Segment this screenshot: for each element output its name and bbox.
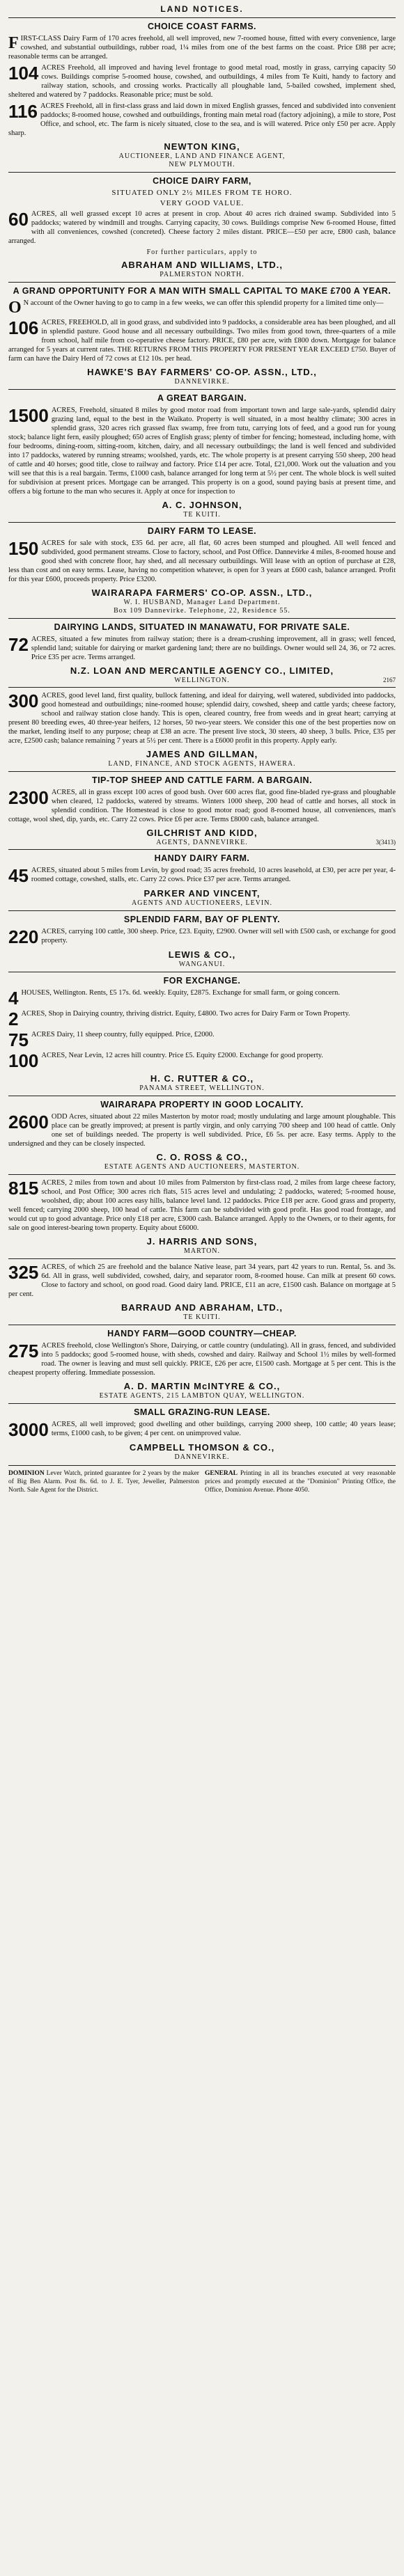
ad-block xyxy=(8,691,396,768)
ad-text: ACRES, Shop in Dairying country, thriving district. Equity, £4800. Two acres for Dairy Farm or Town Property. xyxy=(21,1010,350,1018)
agent-address: NEW PLYMOUTH. xyxy=(169,161,235,168)
ad-text: ACRES, situated a few minutes from railway station; there is a dream-crushing improvement, all in grass; well fenced, splendid land; suitable for dairying or market gardening land; there are no buildings. Owner would sell 24, 36, or 72 acres. Price £35 per acre. Terms arranged. xyxy=(31,635,396,661)
ad-divider xyxy=(8,687,396,688)
notice-lead: DOMINION xyxy=(8,1470,47,1477)
agent-name: NEWTON KING, xyxy=(164,141,240,152)
agent-address: WANGANUI. xyxy=(178,961,226,968)
ad-divider xyxy=(8,910,396,911)
ad-block xyxy=(8,622,396,683)
ad-text: ACRES Freehold, all improved and having level frontage to good metal road, mostly in grass, carrying capacity 50 cows. Buildings comprise 5-roomed house, cowshed, and outbuildings, 4 miles from Te Kuiti, handy to factory and railway station, schools, and crossing works. Practically all ploughable land, 5-bailed cowshed, implement shed, sheltered and watered by 7 paddocks. Reasonable price; must be sold. xyxy=(8,64,396,99)
ad-block xyxy=(8,775,396,846)
ad-block xyxy=(8,1329,396,1400)
ad-paragraph xyxy=(8,318,396,363)
ad-divider xyxy=(8,1403,396,1404)
agent-address: WELLINGTON. xyxy=(174,677,230,684)
agent-address: LAND, FINANCE, AND STOCK AGENTS, HAWERA. xyxy=(108,760,296,768)
ad-body xyxy=(8,788,396,824)
ad-body xyxy=(8,1112,396,1148)
ad-paragraph xyxy=(8,866,396,885)
ad-block xyxy=(8,286,396,386)
acreage-figure: 4 xyxy=(8,988,19,1009)
ad-text: ACRES, of which 25 are freehold and the balance Native lease, part 34 years, part 42 years to run. Rental, 5s. and 3s. 6d. All in grass, well subdivided, cowshed, dairy, and separator room, 8-roomed house. Can milk at present 60 cows. Close to factory and school, on good road. Good dairy land. PRICE, £11 an acre, £1500 cash. Balance on mortgage at 5 per cent. xyxy=(8,1263,396,1298)
agent-address: AGENTS, DANNEVIRKE. xyxy=(156,839,248,846)
ad-text: ACRES, all well improved; good dwelling and other buildings, carrying 2000 sheep, 100 cattle; 40 years lease; terms, £1000 cash, to be given; 4 per cent. on unimproved value. xyxy=(51,1421,396,1437)
agent-address: TE KUITI. xyxy=(183,1313,221,1321)
ad-paragraph xyxy=(8,1030,396,1049)
section-rule xyxy=(8,17,396,18)
ad-body xyxy=(8,866,396,885)
ad-text: ACRES for sale with stock, £35 6d. per acre, all flat, 60 acres been stumped and ploughed. All well fenced and subdivided, good permanent streams. Close to factory, school, and Post Office. Dannevirke 4 miles, 8-roomed house and good shed with concrete floor, hay shed, and all necessary outbuildings. Will lease with an option of purchase at £28, less than cost and on easy terms. Lease, having no competition whatever, is open for 3 years at £600 cash, balance arranged. Profit for this year £600, proceeds property. Price £3200. xyxy=(8,539,396,583)
acreage-figure: 1500 xyxy=(8,405,49,426)
ad-paragraph xyxy=(8,34,396,61)
ad-paragraph xyxy=(8,210,396,246)
drop-cap: O xyxy=(8,299,22,317)
ad-paragraph xyxy=(8,1263,396,1299)
notice-text: Lever Watch, printed guarantee for 2 years by the maker of Big Ben Alarm. Post 8s. 6d. to J. E. Tyer, Jeweller, Palmerston North. Sale Agent for the District. xyxy=(8,1470,199,1494)
agent-address: AUCTIONEER, LAND AND FINANCE AGENT, xyxy=(118,152,286,160)
ad-text: ACRES freehold, close Wellington's Shore, Dairying, or cattle country (undulating). All in grass, fenced, and subdivided into 5 paddocks; good 5-roomed house, with sheds, cowshed and dairy. Railway and School 1½ miles by well-formed road. The owner is leaving and must sell quickly. PRICE, £26 per acre, £1500 cash. Mortgage at 5 per cent. This is the cheapest property offering. Immediate possession. xyxy=(8,1342,396,1377)
ad-block xyxy=(8,1263,396,1321)
ad-text: N account of the Owner having to go to camp in a few weeks, we can offer this splendid property for a limited time only— xyxy=(23,299,384,307)
acreage-figure: 106 xyxy=(8,317,39,338)
agent-name: WAIRARAPA FARMERS' CO-OP. ASSN., LTD., xyxy=(91,587,313,598)
ad-divider xyxy=(8,172,396,173)
ad-paragraph xyxy=(8,691,396,745)
agent-name: BARRAUD AND ABRAHAM, LTD., xyxy=(121,1302,283,1313)
ad-text: ACRES, 2 miles from town and about 10 miles from Palmerston by first-class road, 2 miles from large cheese factory, school, and Post Office; 300 acres rich flats, 515 acres level and undulating; 2 paddocks, watered; 5-roomed house, woolshed, dip; about 100 acres easy hills, balance level land. 12 paddocks. Price £18 per acre. Good grass and property, well fenced; carrying 2000 sheep, 100 head of cattle. This farm can be subdivided with good profit. Has good road frontage, and would cut up to good advantage. Price only £18 per acre, £3000 cash. Balance arranged. Apply to the Owners, or to their agents, for sale on good interest-bearing town property. Equity about £6000. xyxy=(8,1179,396,1232)
ad-block xyxy=(8,1100,396,1171)
ad-heading: DAIRYING LANDS, SITUATED IN MANAWATU, FOR PRIVATE SALE. xyxy=(54,622,350,632)
ad-paragraph xyxy=(8,927,396,946)
ad-text: IRST-CLASS Dairy Farm of 170 acres freehold, all well improved, new 7-roomed house, fitted with every convenience, large cowshed, and substantial outbuildings, rubber road, 1¼ miles from one of the best farms on the coast. Price £88 per acre; reasonable terms can be arranged. xyxy=(8,35,396,61)
ad-heading: A GRAND OPPORTUNITY FOR A MAN WITH SMALL CAPITAL TO MAKE £700 A YEAR. xyxy=(13,286,391,296)
agent-name: H. C. RUTTER & CO., xyxy=(150,1073,254,1084)
agent-address: ESTATE AGENTS AND AUCTIONEERS, MASTERTON. xyxy=(104,1163,300,1171)
ad-body xyxy=(8,406,396,496)
ad-block xyxy=(8,176,396,278)
ad-heading: HANDY DAIRY FARM. xyxy=(154,853,250,863)
acreage-figure: 2300 xyxy=(8,787,49,808)
agent-name: J. HARRIS AND SONS, xyxy=(146,1236,258,1247)
ad-body xyxy=(8,1178,396,1233)
acreage-figure: 104 xyxy=(8,63,39,84)
ad-heading: FOR EXCHANGE. xyxy=(163,976,241,986)
ad-body xyxy=(8,691,396,745)
ad-subheading: SITUATED ONLY 2½ MILES FROM TE HORO. xyxy=(111,189,293,197)
agent-address: DANNEVIRKE. xyxy=(174,378,230,386)
drop-cap: F xyxy=(8,34,19,52)
ad-block xyxy=(8,976,396,1092)
ad-body xyxy=(8,34,396,138)
bottom-notice xyxy=(8,1469,199,1494)
ad-block xyxy=(8,1178,396,1255)
ad-paragraph xyxy=(8,1009,396,1028)
agent-address: PALMERSTON NORTH. xyxy=(160,271,244,278)
acreage-figure: 275 xyxy=(8,1341,39,1361)
acreage-figure: 2 xyxy=(8,1009,19,1029)
ad-heading: SMALL GRAZING-RUN LEASE. xyxy=(134,1407,270,1417)
agent-name: CAMPBELL THOMSON & CO., xyxy=(129,1442,275,1453)
ad-heading: CHOICE COAST FARMS. xyxy=(147,22,257,31)
ad-body xyxy=(8,1420,396,1439)
ad-body xyxy=(8,927,396,946)
ad-divider xyxy=(8,282,396,283)
ad-heading: DAIRY FARM TO LEASE. xyxy=(147,526,257,536)
ad-heading: WAIRARAPA PROPERTY IN GOOD LOCALITY. xyxy=(100,1100,304,1109)
acreage-figure: 3000 xyxy=(8,1419,49,1440)
ad-body xyxy=(8,299,396,363)
ad-text: ACRES Freehold, all in first-class grass and laid down in mixed English grasses, fenced and subdivided into convenient paddocks; 8-roomed house, cowshed and outbuildings, fronting main metal road (factory adjoining), a mile to store, Post Office, and school, etc. The farm is nicely situated, close to the sea, and is will watered. Price only £50 per acre. Apply sharp. xyxy=(8,102,396,137)
ad-block xyxy=(8,915,396,968)
ad-body xyxy=(8,539,396,584)
ad-text: ACRES, FREEHOLD, all in good grass, and subdivided into 9 paddocks, a considerable area has been ploughed, and all in splendid pasture. Good house and all necessary outbuildings. Two miles from good town, three-quarters of a mile from school, half mile from co-operative cheese factory. PRICE, £80 per acre, with £800 down. Mortgage for balance arranged for 5 years at current rates. THE RETURNS FROM THIS PROPERTY FOR PRESENT YEAR EXCEED £750. Buyer of farm can have the Dairy Herd of 72 cows at £12 10s. per head. xyxy=(8,319,396,363)
ad-divider xyxy=(8,849,396,850)
ad-heading: A GREAT BARGAIN. xyxy=(157,393,247,403)
agent-name: GILCHRIST AND KIDD, xyxy=(146,828,258,838)
agent-address: W. I. HUSBAND, Manager Land Department. xyxy=(123,599,281,606)
ad-block xyxy=(8,853,396,907)
agent-address: DANNEVIRKE. xyxy=(174,1453,230,1461)
ad-paragraph xyxy=(8,788,396,824)
ad-divider xyxy=(8,1174,396,1175)
agent-address: PANAMA STREET, WELLINGTON. xyxy=(139,1084,265,1092)
agent-name: A. C. JOHNSON, xyxy=(162,500,242,510)
ad-text: ACRES, situated about 5 miles from Levin, by good road; 35 acres freehold, 10 acres leasehold, at £30, per acre per year, 4-roomed cottage, cowshed, stalls, etc. Carry 22 cows. Price £37 per acre. Terms arranged. xyxy=(31,867,396,883)
agent-address: AGENTS AND AUCTIONEERS, LEVIN. xyxy=(132,899,272,907)
ad-heading: TIP-TOP SHEEP AND CATTLE FARM. A BARGAIN. xyxy=(91,775,313,785)
acreage-figure: 45 xyxy=(8,865,29,886)
ad-reference: 3(3413) xyxy=(375,839,396,846)
agent-name: C. O. ROSS & CO., xyxy=(156,1152,248,1162)
acreage-figure: 2600 xyxy=(8,1112,49,1132)
ad-subheading: VERY GOOD VALUE. xyxy=(160,199,244,207)
ad-text: ACRES, good level land, first quality, bullock fattening, and ideal for dairying, well watered, subdivided into paddocks, good homestead and outbuildings; nine-roomed house; splendid dairy, cowshed, sheep and cattle yards; cheese factory, school and railway station close handy. This is open, cleared country, free from weeds and in great heart; carrying at present 80 breeding ewes, 40 three-year heifers, 12 horses, 50 two-year steers. We consider this one of the best properties now on the market, lending itself to any purpose; cheap at £38 an acre. The present live stock, 30 steers, 40 sheep, 3 bulls. Price, £35 per acre, £2500 cash; balance remaining 7 years at 5½ per cent. There is a £6000 profit in this property. Apply early. xyxy=(8,692,396,745)
agent-name: A. D. MARTIN McINTYRE & CO., xyxy=(123,1381,281,1391)
ad-note: For further particulars, apply to xyxy=(146,248,258,256)
ad-body xyxy=(8,1263,396,1299)
agent-name: HAWKE'S BAY FARMERS' CO-OP. ASSN., LTD., xyxy=(87,367,317,377)
acreage-figure: 325 xyxy=(8,1262,39,1283)
ad-paragraph xyxy=(8,1112,396,1148)
notice-text: Printing in all its branches executed at very reasonable prices and promptly executed at the "Dominion" Printing Office, the Office, Dominion Avenue. Phone 4050. xyxy=(205,1470,396,1494)
ad-reference: 2167 xyxy=(383,677,396,683)
ad-heading: SPLENDID FARM, BAY OF PLENTY. xyxy=(123,915,281,924)
ad-text: ODD Acres, situated about 22 miles Masterton by motor road; mostly undulating and large amount ploughable. This place can be greatly improved; at present is partly virgin, and only carrying 700 sheep and 100 head of cattle. Only one set of buildings needed. The property is well subdivided. Price, £6 5s. per acre. Easy terms. Apply to the undersigned and they can be closely inspected. xyxy=(8,1113,396,1148)
agent-name: ABRAHAM AND WILLIAMS, LTD., xyxy=(121,260,283,270)
ad-divider xyxy=(8,1258,396,1259)
ad-paragraph xyxy=(8,63,396,100)
bottom-notices xyxy=(8,1465,396,1494)
ad-block xyxy=(8,22,396,168)
acreage-figure: 100 xyxy=(8,1050,39,1071)
bottom-notice xyxy=(205,1469,396,1494)
ad-paragraph xyxy=(8,299,396,316)
acreage-figure: 815 xyxy=(8,1178,39,1199)
ad-paragraph xyxy=(8,1341,396,1377)
acreage-figure: 72 xyxy=(8,634,29,655)
agent-name: LEWIS & CO., xyxy=(168,949,236,960)
agent-address: TE KUITI. xyxy=(183,511,221,519)
ad-body xyxy=(8,988,396,1070)
agent-name: N.Z. LOAN AND MERCANTILE AGENCY CO., LIMITED, xyxy=(70,665,334,676)
ad-divider xyxy=(8,771,396,772)
ad-divider xyxy=(8,618,396,619)
ad-divider xyxy=(8,522,396,523)
ad-text: ACRES Dairy, 11 sheep country, fully equipped. Price, £2000. xyxy=(31,1031,215,1038)
ad-paragraph xyxy=(8,1178,396,1233)
agent-address: ESTATE AGENTS, 215 LAMBTON QUAY, WELLINGTON. xyxy=(99,1392,305,1400)
acreage-figure: 300 xyxy=(8,690,39,711)
ad-paragraph xyxy=(8,102,396,138)
ad-paragraph xyxy=(8,988,396,1007)
ad-body xyxy=(8,210,396,246)
section-title: LAND NOTICES. xyxy=(160,4,244,14)
ad-text: ACRES, Near Levin, 12 acres hill country. Price £5. Equity £2000. Exchange for good property. xyxy=(41,1052,323,1059)
agent-name: JAMES AND GILLMAN, xyxy=(146,749,258,759)
notice-lead: GENERAL xyxy=(205,1470,240,1477)
ad-body xyxy=(8,1341,396,1377)
ad-text: ACRES, all in grass except 100 acres of good bush. Over 600 acres flat, good fine-bladed rye-grass and ploughable when cleared, 12 paddocks, watered by streams. Winters 1000 sheep, 200 head of cattle and horses, all stock in splendid condition. The Homestead is close to good motor road; good 8-roomed house, all conveniences, man's cottage, wool shed, dip, yards, etc. Carry 22 cows. Price £6 per acre. Terms £8000 cash, balance arranged. xyxy=(8,789,396,823)
acreage-figure: 75 xyxy=(8,1029,29,1050)
ad-heading: HANDY FARM—GOOD COUNTRY—CHEAP. xyxy=(107,1329,297,1338)
ad-text: HOUSES, Wellington. Rents, £5 17s. 6d. weekly. Equity, £2875. Exchange for small farm, or going concern. xyxy=(21,989,340,997)
ad-block xyxy=(8,526,396,615)
ad-paragraph xyxy=(8,1051,396,1070)
acreage-figure: 220 xyxy=(8,926,39,947)
ad-paragraph xyxy=(8,635,396,662)
agent-address: Box 109 Dannevirke. Telephone, 22, Residence 55. xyxy=(114,607,290,615)
acreage-figure: 60 xyxy=(8,209,29,230)
acreage-figure: 116 xyxy=(8,101,38,122)
ad-divider xyxy=(8,389,396,390)
ad-text: ACRES, carrying 100 cattle, 300 sheep. Price, £23. Equity, £2900. Owner will sell with £500 cash, or exchange for good property. xyxy=(41,928,396,945)
agent-name: PARKER AND VINCENT, xyxy=(143,888,261,899)
ad-block xyxy=(8,393,396,519)
ad-paragraph xyxy=(8,406,396,496)
ad-body xyxy=(8,635,396,662)
ad-paragraph xyxy=(8,539,396,584)
ad-text: ACRES, all well grassed except 10 acres at present in crop. About 40 acres rich drained swamp. Subdivided into 5 paddocks; watered by windmill and troughs. Carrying capacity, 30 cows. Buildings comprise New 6-roomed House, fitted with all conveniences, cowshed (concreted). Cheese factory 2 miles distant. PRICE—£50 per acre, £800 cash, balance arranged. xyxy=(8,210,396,245)
ad-block xyxy=(8,1407,396,1461)
agent-address: MARTON. xyxy=(183,1247,221,1255)
acreage-figure: 150 xyxy=(8,538,39,559)
ad-paragraph xyxy=(8,1420,396,1439)
ad-heading: CHOICE DAIRY FARM, xyxy=(153,176,251,186)
ads-column xyxy=(8,22,396,1461)
ad-text: ACRES, Freehold, situated 8 miles by good motor road from important town and large sale-yards, splendid dairy grazing land, equal to the best in the Waikato. Property is well situated, in a most healthy climate; 300 acres in splendid grass, 320 acres rich grassed flax swamp, free from tutu, carrying lots of feed, and a good run for young stock; balance light fern, easily ploughed; 650 acres of English grass; plenty of timber for fencing; homestead, including home, with four bedrooms, dining-room, sitting-room, kitchen, dairy, and all necessary outbuildings; the land is well fenced and subdivided into 17 paddocks, watered by running streams; woolshed, yards, etc. The whole property is at present carrying 550 sheep, 200 head of cattle and 40 horses; good title, close to railway and factory. Price £14 per acre. Total, £21,000. Work out the valuation and you will see that this is a real bargain. Terms, £1000 cash, balance arranged for long term at 5½ per cent. The whole block is well suited for subdivision at present prices. Mortgage can be arranged. This property is on a good, sound paying basis at present time, and offers a big fortune to the man who secures it. Apply at once for inspection to xyxy=(8,406,396,496)
